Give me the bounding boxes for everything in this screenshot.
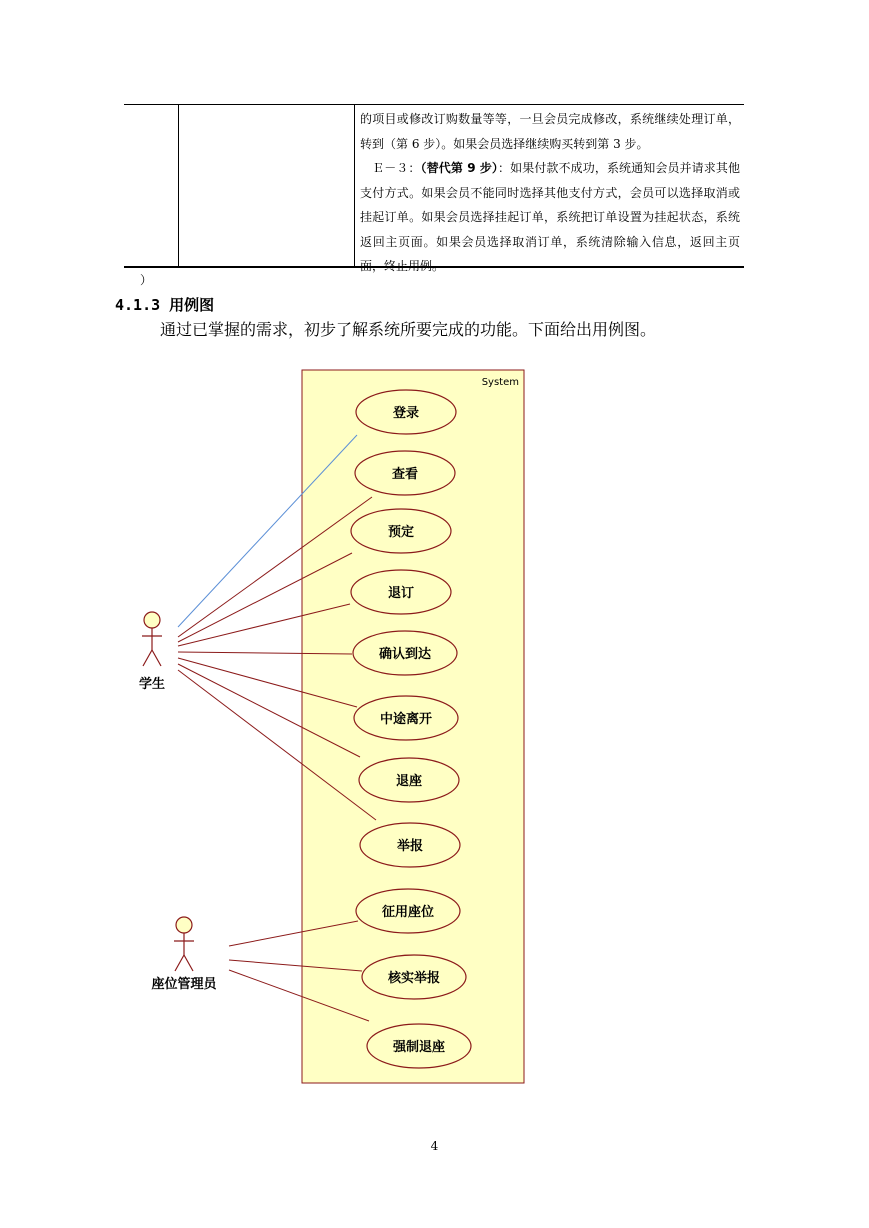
use-case-label: 举报 (396, 839, 424, 854)
use-case-login (356, 390, 456, 434)
use-case-report (360, 823, 460, 867)
flow-text-1: 的项目或修改订购数量等等，一旦会员完成修改，系统继续处理订单，转到（第 6 步）。如果会员选择继续购买转到第 3 步。 (360, 112, 740, 151)
actor-leg (184, 955, 193, 971)
actor-leg (152, 650, 161, 666)
use-case-label: 预定 (387, 525, 415, 540)
use-case-label: 征用座位 (381, 905, 435, 920)
actor-leg (175, 955, 184, 971)
e3-label: （替代第 9 步） (420, 161, 499, 175)
page-number: 4 (430, 1139, 439, 1153)
section-heading: 4.1.3 用例图 (115, 296, 215, 314)
closing-paren: ） (140, 273, 153, 287)
use-case-leave (354, 696, 458, 740)
use-case-label: 强制退座 (392, 1040, 446, 1055)
actor-student (139, 612, 165, 692)
use-case-label: 退座 (395, 774, 423, 789)
actors (139, 612, 218, 992)
use-case-label: 核实举报 (387, 971, 441, 986)
use-case-cancel (351, 570, 451, 614)
use-case-requisition (356, 889, 460, 933)
use-case-verify (362, 955, 466, 999)
use-case-confirm (353, 631, 457, 675)
actor-name: 学生 (138, 677, 166, 692)
use-case-return (359, 758, 459, 802)
e3-text: ：如果付款不成功，系统通知会员并请求其他支付方式。如果会员不能同时选择其他支付方式，会员可以选择取消或挂起订单。如果会员选择挂起订单，系统把订单设置为挂起状态，系统返回主页面。如果会员选择取消订单，系统清除输入信息，返回主页面，终止用例。 (360, 161, 740, 273)
actor-admin (151, 917, 217, 992)
actor-head (176, 917, 192, 933)
use-case-label: 登录 (392, 406, 420, 421)
use-case-force (367, 1024, 471, 1068)
actor-icon (142, 612, 162, 666)
system-label: System (481, 377, 519, 388)
use-case-reserve (351, 509, 451, 553)
actor-head (144, 612, 160, 628)
use-case-label: 查看 (391, 467, 419, 482)
actor-leg (143, 650, 152, 666)
actor-name: 座位管理员 (151, 977, 217, 992)
use-case-label: 中途离开 (379, 712, 433, 727)
use-case-label: 确认到达 (378, 647, 432, 662)
actor-icon (174, 917, 194, 971)
section-intro: 通过已掌握的需求，初步了解系统所要完成的功能。下面给出用例图。 (160, 320, 657, 339)
use-case-label: 退订 (387, 586, 415, 601)
e3-prefix: Ｅ－３： (372, 161, 421, 175)
use-case-view (355, 451, 455, 495)
